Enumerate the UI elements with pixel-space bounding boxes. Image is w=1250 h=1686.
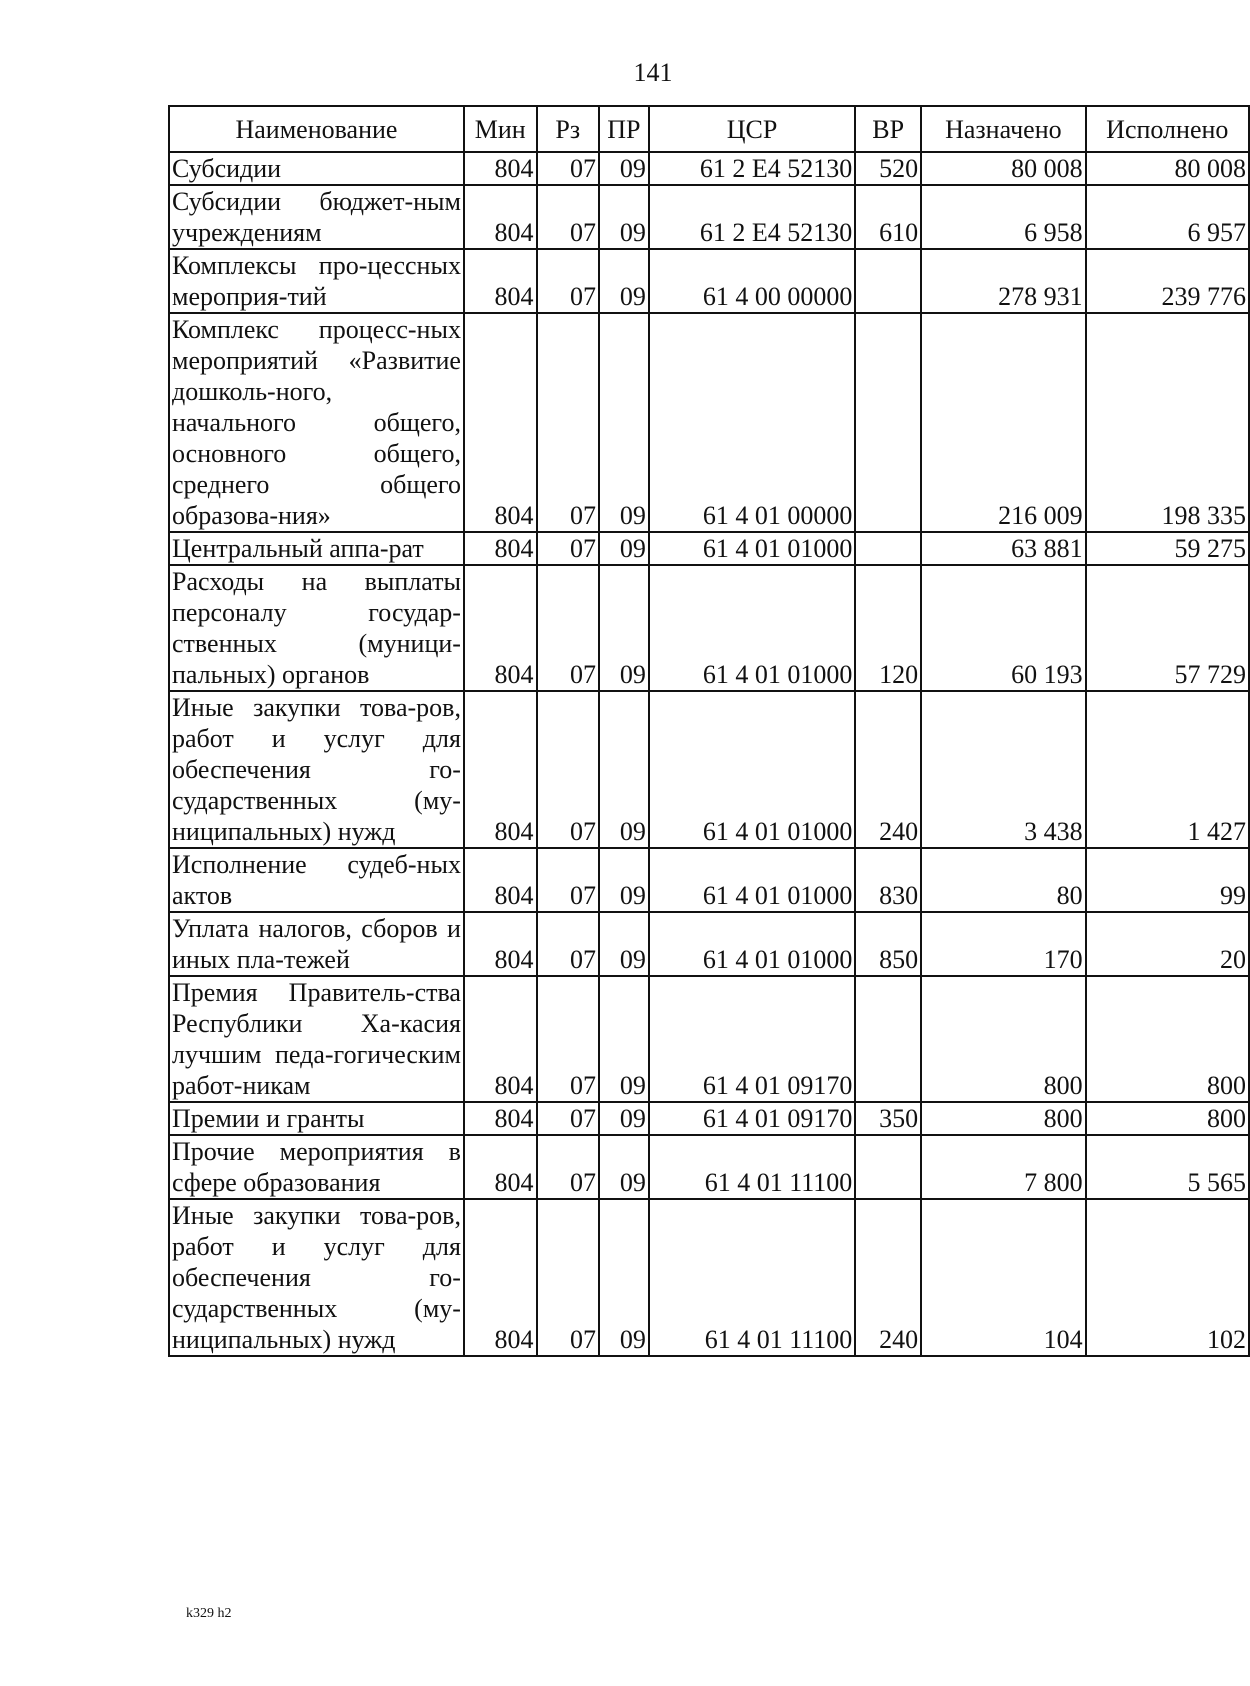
cell-assigned: 80 [921,848,1085,912]
cell-executed: 198 335 [1086,313,1249,532]
cell-csr: 61 4 01 11100 [649,1199,855,1356]
cell-executed: 6 957 [1086,185,1249,249]
cell-vr: 520 [855,152,921,185]
cell-pr: 09 [599,1135,649,1199]
cell-executed: 57 729 [1086,565,1249,691]
cell-vr: 120 [855,565,921,691]
cell-min: 804 [464,691,537,848]
cell-csr: 61 4 01 01000 [649,565,855,691]
cell-pr: 09 [599,691,649,848]
cell-csr: 61 4 01 01000 [649,691,855,848]
cell-rz: 07 [537,1199,599,1356]
page-number [0,58,1200,88]
cell-vr [855,1135,921,1199]
cell-pr: 09 [599,976,649,1102]
table-row [169,532,1249,565]
table-row [169,1199,1249,1356]
cell-min: 804 [464,185,537,249]
cell-rz: 07 [537,565,599,691]
cell-assigned: 63 881 [921,532,1085,565]
cell-assigned: 800 [921,1102,1085,1135]
cell-executed: 102 [1086,1199,1249,1356]
table-row [169,565,1249,691]
table-row [169,1102,1249,1135]
table-row [169,185,1249,249]
cell-min: 804 [464,1102,537,1135]
cell-name: Субсидии [169,152,464,185]
cell-csr: 61 2 E4 52130 [649,185,855,249]
cell-vr: 850 [855,912,921,976]
cell-executed: 99 [1086,848,1249,912]
cell-assigned: 80 008 [921,152,1085,185]
header-pr: ПР [599,106,649,152]
cell-executed: 59 275 [1086,532,1249,565]
cell-executed: 80 008 [1086,152,1249,185]
cell-pr: 09 [599,912,649,976]
header-assigned: Назначено [921,106,1085,152]
cell-csr: 61 4 01 00000 [649,313,855,532]
cell-name: Уплата налогов, сборов и иных пла-тежей [169,912,464,976]
cell-name: Иные закупки това-ров, работ и услуг для обеспечения го-сударственных (му-ниципальных) нужд [169,1199,464,1356]
cell-rz: 07 [537,313,599,532]
cell-rz: 07 [537,1135,599,1199]
page-number-text: 141 [633,58,673,87]
cell-min: 804 [464,1199,537,1356]
header-csr: ЦСР [649,106,855,152]
cell-name: Расходы на выплаты персоналу государ-ственных (муници-пальных) органов [169,565,464,691]
table-row [169,976,1249,1102]
cell-rz: 07 [537,152,599,185]
cell-name: Иные закупки това-ров, работ и услуг для обеспечения го-сударственных (му-ниципальных) нужд [169,691,464,848]
cell-pr: 09 [599,1102,649,1135]
cell-assigned: 216 009 [921,313,1085,532]
cell-rz: 07 [537,249,599,313]
cell-name: Исполнение судеб-ных актов [169,848,464,912]
cell-vr [855,532,921,565]
cell-vr: 240 [855,691,921,848]
cell-min: 804 [464,912,537,976]
table-row [169,249,1249,313]
cell-executed: 1 427 [1086,691,1249,848]
header-name: Наименование [169,106,464,152]
table-row [169,848,1249,912]
cell-pr: 09 [599,185,649,249]
cell-pr: 09 [599,1199,649,1356]
cell-rz: 07 [537,976,599,1102]
cell-min: 804 [464,532,537,565]
cell-name: Премия Правитель-ства Республики Ха-касия лучшим педа-гогическим работ-никам [169,976,464,1102]
cell-vr [855,313,921,532]
table-header-row [169,106,1249,152]
cell-min: 804 [464,848,537,912]
cell-csr: 61 4 01 01000 [649,912,855,976]
cell-min: 804 [464,152,537,185]
cell-executed: 239 776 [1086,249,1249,313]
cell-csr: 61 2 E4 52130 [649,152,855,185]
table-row [169,1135,1249,1199]
cell-rz: 07 [537,185,599,249]
cell-vr [855,249,921,313]
cell-pr: 09 [599,313,649,532]
cell-assigned: 60 193 [921,565,1085,691]
cell-assigned: 800 [921,976,1085,1102]
cell-csr: 61 4 01 09170 [649,1102,855,1135]
cell-assigned: 104 [921,1199,1085,1356]
cell-vr: 830 [855,848,921,912]
cell-executed: 800 [1086,1102,1249,1135]
cell-name: Премии и гранты [169,1102,464,1135]
cell-min: 804 [464,976,537,1102]
cell-rz: 07 [537,912,599,976]
table-row [169,691,1249,848]
cell-csr: 61 4 01 11100 [649,1135,855,1199]
table-row [169,313,1249,532]
cell-name: Комплекс процесс-ных мероприятий «Развитие дошколь-ного, начального общего, основного общего, среднего общего образова-ния» [169,313,464,532]
cell-assigned: 6 958 [921,185,1085,249]
header-vr: ВР [855,106,921,152]
cell-assigned: 278 931 [921,249,1085,313]
cell-pr: 09 [599,848,649,912]
footer-code: k329 h2 [186,1606,232,1621]
cell-assigned: 170 [921,912,1085,976]
cell-rz: 07 [537,532,599,565]
cell-pr: 09 [599,249,649,313]
cell-executed: 5 565 [1086,1135,1249,1199]
cell-csr: 61 4 01 01000 [649,532,855,565]
cell-pr: 09 [599,152,649,185]
cell-vr: 350 [855,1102,921,1135]
cell-csr: 61 4 01 01000 [649,848,855,912]
cell-min: 804 [464,565,537,691]
header-executed: Исполнено [1086,106,1249,152]
cell-min: 804 [464,249,537,313]
cell-name: Прочие мероприятия в сфере образования [169,1135,464,1199]
cell-vr: 240 [855,1199,921,1356]
cell-csr: 61 4 00 00000 [649,249,855,313]
table-row [169,152,1249,185]
cell-min: 804 [464,313,537,532]
budget-table [168,105,1250,1357]
cell-name: Субсидии бюджет-ным учреждениям [169,185,464,249]
cell-rz: 07 [537,691,599,848]
cell-name: Комплексы про-цессных мероприя-тий [169,249,464,313]
cell-csr: 61 4 01 09170 [649,976,855,1102]
cell-min: 804 [464,1135,537,1199]
cell-assigned: 7 800 [921,1135,1085,1199]
cell-executed: 20 [1086,912,1249,976]
cell-executed: 800 [1086,976,1249,1102]
header-rz: Рз [537,106,599,152]
cell-name: Центральный аппа-рат [169,532,464,565]
cell-rz: 07 [537,848,599,912]
cell-pr: 09 [599,565,649,691]
cell-rz: 07 [537,1102,599,1135]
header-min: Мин [464,106,537,152]
cell-pr: 09 [599,532,649,565]
table-row [169,912,1249,976]
cell-assigned: 3 438 [921,691,1085,848]
cell-vr: 610 [855,185,921,249]
cell-vr [855,976,921,1102]
